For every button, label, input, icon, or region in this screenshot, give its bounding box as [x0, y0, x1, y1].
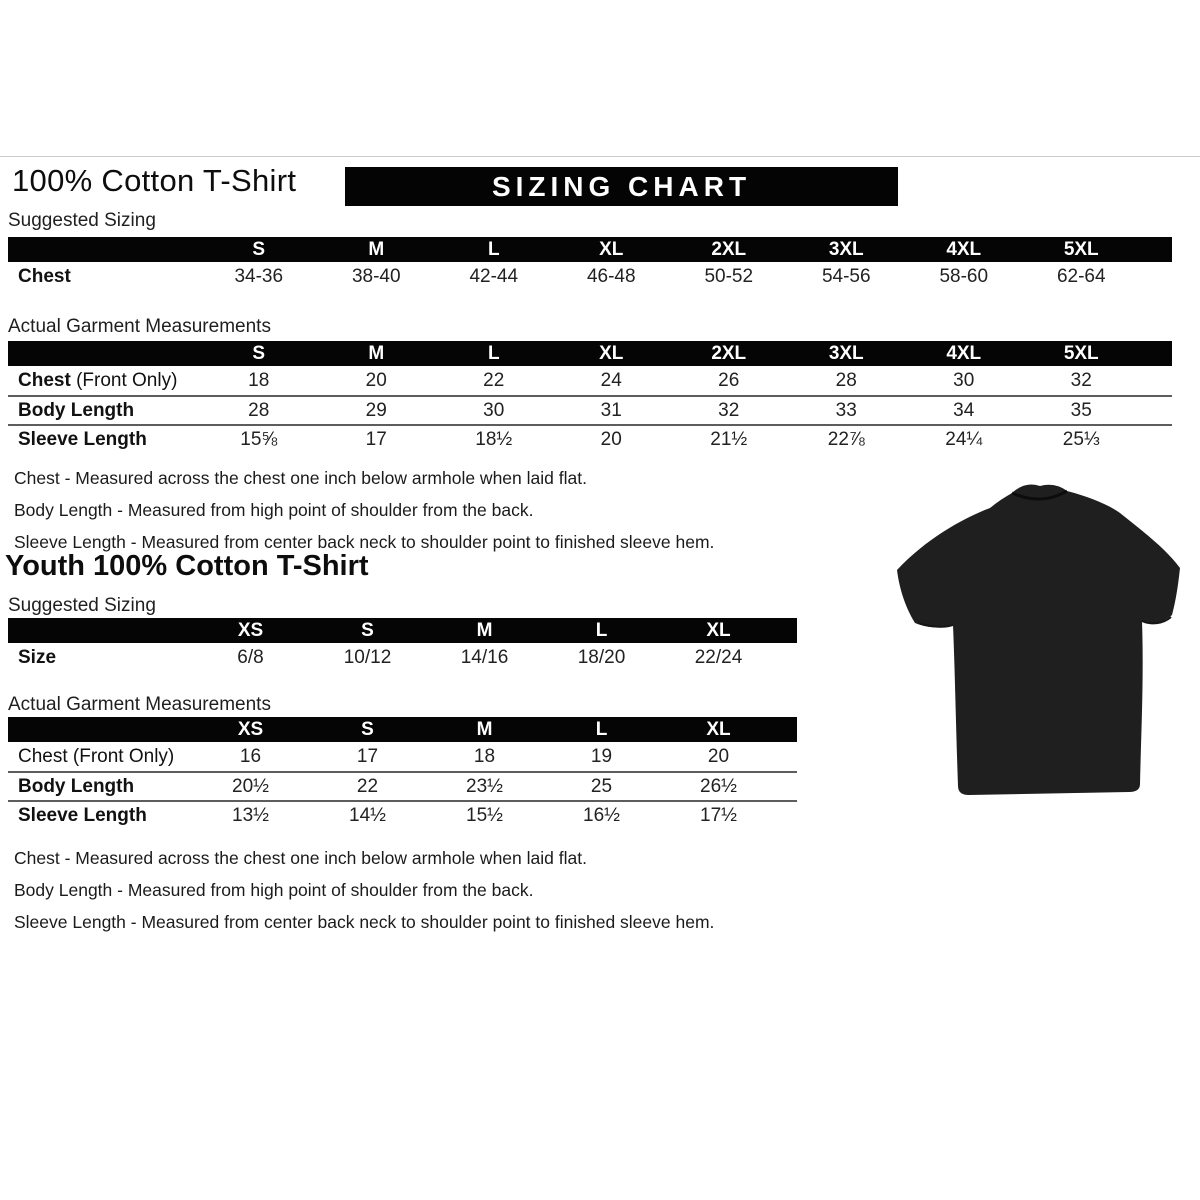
column-header: M: [476, 620, 493, 641]
table-cell: 50-52: [704, 266, 754, 287]
table-cell: 30: [483, 400, 505, 421]
row-label: Chest (Front Only): [18, 370, 178, 391]
table-cell: 18/20: [577, 647, 626, 668]
table-cell: 58-60: [939, 266, 989, 287]
column-header: 4XL: [946, 239, 982, 260]
adult-measurements-table: [8, 341, 1172, 453]
table-cell: 14½: [349, 805, 386, 826]
table-row: [8, 643, 797, 672]
column-header: XL: [706, 620, 731, 641]
table-cell: 34: [953, 400, 975, 421]
table-cell: 19: [590, 746, 613, 767]
table-cell: 13½: [232, 805, 269, 826]
table-row: [8, 366, 1172, 395]
table-cell: 22⅞: [827, 429, 865, 450]
table-cell: 17: [356, 746, 379, 767]
table-cell: 20: [600, 429, 622, 450]
table-cell: 32: [718, 400, 740, 421]
table-cell: 20: [365, 370, 387, 391]
column-header: S: [252, 343, 266, 364]
table-cell: 33: [835, 400, 857, 421]
table-cell: 38-40: [351, 266, 401, 287]
column-header: 3XL: [828, 239, 864, 260]
column-header: 2XL: [711, 343, 747, 364]
column-header: XS: [237, 620, 264, 641]
table-row: [8, 262, 1172, 291]
column-header: L: [487, 343, 500, 364]
table-cell: 28: [248, 400, 270, 421]
table-cell: 26½: [700, 776, 737, 797]
youth-page-title: Youth 100% Cotton T-Shirt: [5, 550, 369, 582]
table-row: [8, 395, 1172, 424]
table-cell: 21½: [710, 429, 748, 450]
table-cell: 30: [953, 370, 975, 391]
youth-suggested-sizing-table: [8, 618, 797, 672]
sizing-chart-banner: SIZING CHART: [345, 167, 898, 206]
note-sleeve-length: Sleeve Length - Measured from center back neck to shoulder point to finished sleeve hem.: [14, 912, 715, 932]
table-cell: 6/8: [237, 647, 264, 668]
tshirt-image: [875, 478, 1190, 808]
column-header: 3XL: [828, 343, 864, 364]
table-cell: 29: [365, 400, 387, 421]
table-cell: 42-44: [469, 266, 519, 287]
table-cell: 15⅝: [240, 429, 278, 450]
column-header: M: [368, 343, 385, 364]
table-row: [8, 742, 797, 771]
column-header: S: [252, 239, 266, 260]
youth-measurements-label: Actual Garment Measurements: [8, 694, 271, 715]
table-cell: 26: [718, 370, 740, 391]
table-cell: 54-56: [821, 266, 871, 287]
table-cell: 23½: [466, 776, 503, 797]
adult-measurement-notes: [14, 462, 714, 558]
page-title: 100% Cotton T-Shirt: [12, 163, 297, 198]
column-header: 4XL: [946, 343, 982, 364]
adult-suggested-sizing-label: Suggested Sizing: [8, 210, 156, 231]
table-cell: 18: [473, 746, 496, 767]
note-sleeve-length: Sleeve Length - Measured from center back neck to shoulder point to finished sleeve hem.: [14, 532, 715, 552]
table-cell: 62-64: [1056, 266, 1106, 287]
table-cell: 32: [1070, 370, 1092, 391]
table-cell: 25⅓: [1062, 429, 1100, 450]
table-cell: 22/24: [694, 647, 743, 668]
table-cell: 35: [1070, 400, 1092, 421]
table-cell: 16: [239, 746, 262, 767]
table-row: [8, 800, 797, 829]
table-cell: 10/12: [343, 647, 392, 668]
table-row: [8, 424, 1172, 453]
column-header: S: [361, 620, 374, 641]
adult-measurements-label: Actual Garment Measurements: [8, 316, 271, 337]
note-chest: Chest - Measured across the chest one inch below armhole when laid flat.: [14, 848, 587, 868]
column-header: 5XL: [1063, 343, 1099, 364]
table-cell: 15½: [466, 805, 503, 826]
table-cell: 18½: [475, 429, 513, 450]
youth-measurement-notes: [14, 842, 714, 938]
youth-suggested-sizing-label: Suggested Sizing: [8, 595, 156, 616]
table-cell: 34-36: [234, 266, 284, 287]
table-cell: 24¼: [945, 429, 983, 450]
row-label: Chest: [18, 266, 71, 287]
table-cell: 17½: [700, 805, 737, 826]
table-header-row: [8, 237, 1172, 262]
table-cell: 22: [356, 776, 379, 797]
adult-suggested-sizing-table: [8, 237, 1172, 291]
table-header-row: [8, 717, 797, 742]
table-cell: 46-48: [586, 266, 636, 287]
row-label: Sleeve Length: [18, 429, 147, 450]
column-header: XL: [599, 239, 624, 260]
column-header: L: [595, 719, 608, 740]
table-cell: 20: [707, 746, 730, 767]
column-header: 2XL: [711, 239, 747, 260]
column-header: XS: [237, 719, 264, 740]
table-cell: 28: [835, 370, 857, 391]
row-label: Size: [18, 647, 57, 668]
table-cell: 25: [590, 776, 613, 797]
column-header: XL: [706, 719, 731, 740]
table-cell: 20½: [232, 776, 269, 797]
table-header-row: [8, 341, 1172, 366]
table-cell: 31: [600, 400, 622, 421]
table-row: [8, 771, 797, 800]
column-header: L: [487, 239, 500, 260]
column-header: L: [595, 620, 608, 641]
youth-measurements-table: [8, 717, 797, 829]
table-cell: 17: [365, 429, 387, 450]
note-body-length: Body Length - Measured from high point of shoulder from the back.: [14, 880, 534, 900]
table-cell: 14/16: [460, 647, 509, 668]
table-cell: 22: [483, 370, 505, 391]
row-label: Chest (Front Only): [18, 746, 175, 767]
column-header: 5XL: [1063, 239, 1099, 260]
row-label: Sleeve Length: [18, 805, 147, 826]
table-cell: 24: [600, 370, 622, 391]
note-body-length: Body Length - Measured from high point of shoulder from the back.: [14, 500, 534, 520]
column-header: XL: [599, 343, 624, 364]
top-divider-line: [0, 156, 1200, 157]
table-cell: 18: [248, 370, 270, 391]
column-header: S: [361, 719, 374, 740]
table-cell: 16½: [583, 805, 620, 826]
column-header: M: [368, 239, 385, 260]
column-header: M: [476, 719, 493, 740]
row-label: Body Length: [18, 776, 135, 797]
table-header-row: [8, 618, 797, 643]
note-chest: Chest - Measured across the chest one inch below armhole when laid flat.: [14, 468, 587, 488]
row-label: Body Length: [18, 400, 135, 421]
